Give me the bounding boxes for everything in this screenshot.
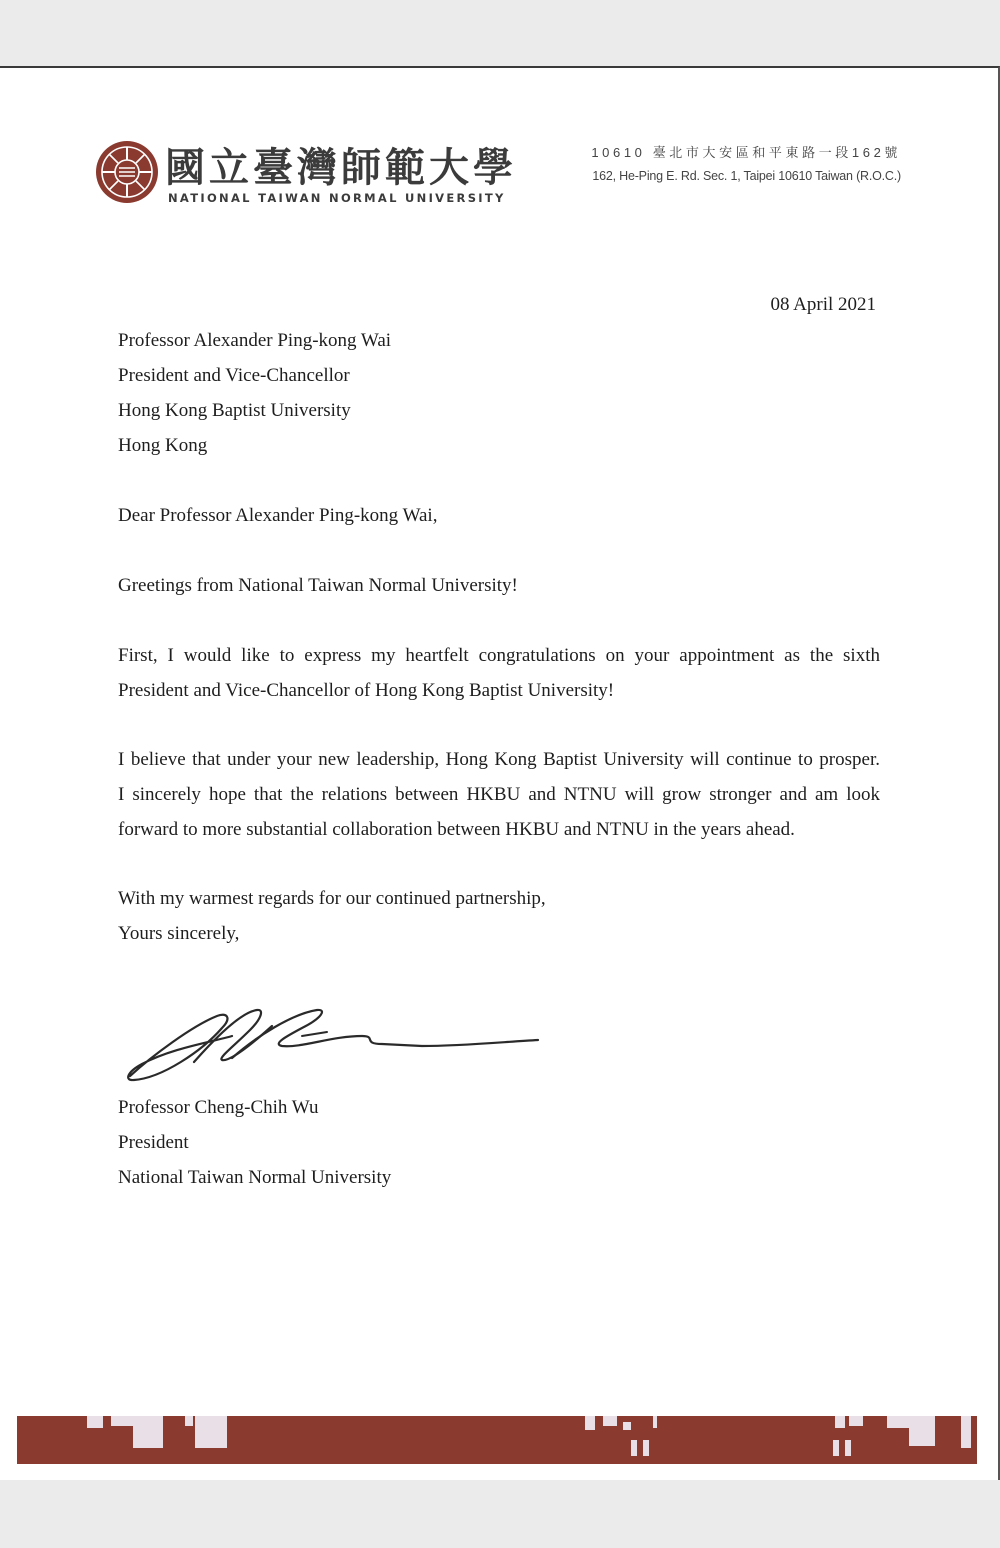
salutation: Dear Professor Alexander Ping-kong Wai, — [118, 505, 438, 526]
university-name-chinese: 國立臺灣師範大學 — [165, 144, 517, 191]
paragraph-line: I believe that under your new leadership, Hong Kong Baptist University will continue to prosper. — [118, 749, 880, 770]
recipient-line: Hong Kong Baptist University — [118, 400, 351, 421]
signatory-block — [118, 1090, 391, 1195]
paragraph-line: I sincerely hope that the relations between HKBU and NTNU will grow stronger and am look — [118, 784, 880, 805]
letter-page — [0, 66, 1000, 1480]
recipient-line: Professor Alexander Ping-kong Wai — [118, 330, 392, 351]
closing-block — [118, 881, 546, 951]
recipient-line: Hong Kong — [118, 435, 208, 456]
signatory-title: President — [118, 1132, 189, 1153]
paragraph-line: President and Vice-Chancellor of Hong Kong Baptist University! — [118, 680, 615, 701]
paragraph-line: First, I would like to express my heartfelt congratulations on your appointment as the sixth — [118, 645, 880, 666]
address-english: 162, He-Ping E. Rd. Sec. 1, Taipei 10610 Taiwan (R.O.C.) — [592, 169, 901, 183]
closing-line: With my warmest regards for our continued partnership, — [118, 888, 546, 909]
signatory-name: Professor Cheng-Chih Wu — [118, 1097, 319, 1118]
letterhead-address — [591, 142, 901, 183]
decorative-footer-band — [17, 1416, 977, 1464]
signatory-institution: National Taiwan Normal University — [118, 1167, 392, 1188]
university-name-english: NATIONAL TAIWAN NORMAL UNIVERSITY — [168, 191, 506, 205]
university-seal-icon — [95, 140, 159, 204]
handwritten-signature — [122, 1006, 542, 1086]
letter-date: 08 April 2021 — [770, 294, 876, 315]
closing-line: Yours sincerely, — [118, 923, 240, 944]
greeting: Greetings from National Taiwan Normal University! — [118, 575, 518, 596]
paragraph-line: forward to more substantial collaboration between HKBU and NTNU in the years ahead. — [118, 819, 795, 840]
recipient-block — [118, 323, 391, 463]
paragraph-leadership — [118, 742, 880, 847]
address-chinese: 10610 臺北市大安區和平東路一段162號 — [591, 145, 901, 160]
recipient-line: President and Vice-Chancellor — [118, 365, 350, 386]
paragraph-congratulations — [118, 638, 880, 708]
